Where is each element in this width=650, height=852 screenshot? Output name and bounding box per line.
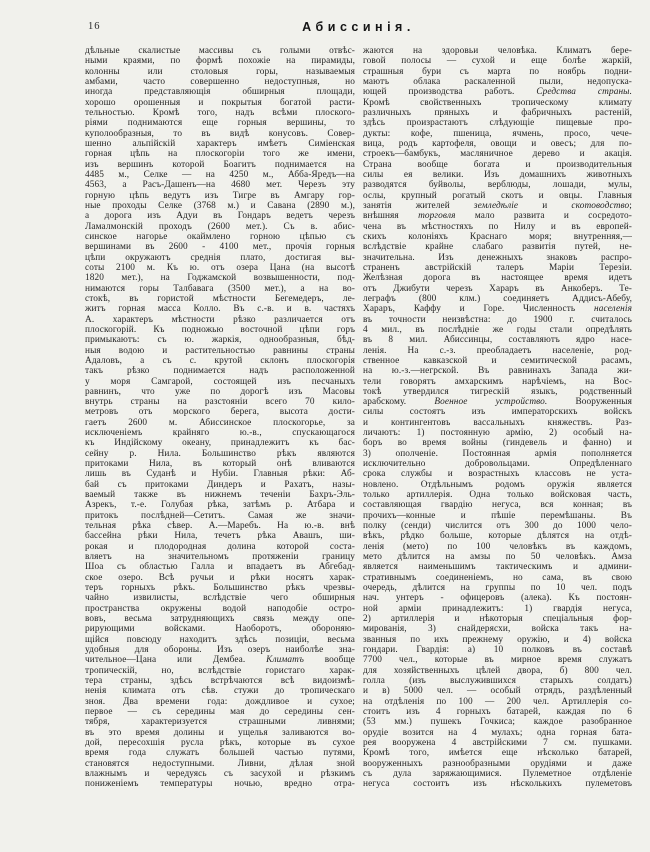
- text-line: [85, 655, 355, 665]
- text-line: прочихъ—конные и пѣшіе перемѣшаны. Въ: [363, 510, 632, 521]
- text-line: ственное кавказской и семитической расамъ,: [363, 355, 632, 366]
- text-line: 3) ополченіе. Постоянная армія пополняется: [363, 448, 632, 459]
- text-line: примыкаютъ: съ ю. жаркія, однообразныя, бѣд-: [85, 335, 355, 346]
- text-line: (53 мм.) пушекъ Гочкиса; каждое разобранное: [363, 717, 632, 728]
- text-line: къ Индійскому океану, принадлежитъ къ бас-: [85, 438, 355, 449]
- text-line: токѣ утвердился тигрескій языкъ, родственный: [363, 386, 632, 397]
- text-line: для хозяйственныхъ цѣлей двора, б) 800 чел.: [363, 665, 632, 676]
- text-line: дой, пересохшія русла рѣкъ, которые въ сухое: [85, 737, 355, 748]
- italic-term: населенія: [594, 304, 632, 315]
- text-line: Кромѣ того, имѣется еще нѣсколько батарей,: [363, 748, 632, 759]
- column-left: [85, 46, 355, 790]
- text-line: ной арміи принадлежитъ: 1) гвардія негуса,: [363, 603, 632, 614]
- text-line: личаютъ: 1) постоянную армію, 2) особый на-: [363, 428, 632, 439]
- text-line: леграфъ (800 клм.) соединяетъ Аддисъ-Абебу,: [363, 293, 632, 304]
- text-line: ныя водою и растительностью равнины страны: [85, 345, 355, 356]
- text-segment: занятія жителей: [363, 200, 474, 211]
- text-line: рокая и плодородная долина которой соста-: [85, 541, 355, 552]
- text-line: житъ горная масса Колло. Въ с.-в. и в. частяхъ: [85, 304, 355, 315]
- text-line: горная цѣпь на плоскогоріи того же имени,: [85, 149, 355, 160]
- article-body: [85, 46, 632, 790]
- text-line: мето дѣлится на амзы по 50 человѣкъ. Амза: [363, 552, 632, 563]
- text-line: шенно альпійскій характеръ имѣетъ Симіенская: [85, 138, 355, 149]
- text-line: ленія (мето) по 100 человѣкъ въ каждомъ,: [363, 541, 632, 552]
- text-line: Азрекъ, т.-е. Голубая рѣка, затѣмъ р. Атбара и: [85, 500, 355, 511]
- text-line: тября, характеризуется страшными ливнями;: [85, 717, 355, 728]
- text-segment: вообще: [303, 655, 355, 666]
- text-line: вляетъ на значительномъ протяженіи границу: [85, 552, 355, 563]
- text-line: у моря Самгарой, состоящей изъ песчаныхъ: [85, 376, 355, 387]
- text-line: въ это время долины и ущелья заливаются во-: [85, 727, 355, 738]
- text-line: бай съ притоками Диндеръ и Рахатъ, назы-: [85, 479, 355, 490]
- text-line: метровъ отъ морского берега, высота дости-: [85, 407, 355, 418]
- text-line: бассейна рѣки Нила, течетъ рѣка Авашъ, ши-: [85, 531, 355, 542]
- text-line: вооруженныхъ разнообразными орудіями и даже: [363, 758, 632, 769]
- text-line: притокъ послѣдней—Сетитъ. Самая же значи-: [85, 510, 355, 521]
- text-line: рея вооружена 4 австрійскими 7 см. пушками.: [363, 737, 632, 748]
- text-line: время года служатъ большей частью путями,: [85, 748, 355, 759]
- text-line: первое — съ середины мая до середины сен-: [85, 707, 355, 717]
- text-line: вица, родъ картофеля, овощи и овесъ; для по-: [363, 138, 632, 149]
- text-line: притоками Нила, въ который онѣ вливаются: [85, 459, 355, 470]
- text-line: голла (изъ выслужившихся старыхъ солдатъ): [363, 676, 632, 687]
- text-line: становятся недоступными. Ливни, дѣлая зной: [85, 758, 355, 769]
- text-line: составляющая гвардію негуса, вся конная; въ: [363, 500, 632, 511]
- page-header: [85, 20, 632, 34]
- text-segment: ющей производства работъ.: [363, 87, 537, 98]
- text-line: стративнымъ соединеніемъ, но сама, въ свою: [363, 572, 632, 583]
- text-line: плоскогорій. Къ подножью восточной цѣпи горъ: [85, 324, 355, 335]
- text-line: [363, 201, 632, 211]
- text-line: Страна вообще богата и производительныя: [363, 159, 632, 170]
- text-line: стоитъ изъ 4 горныхъ батарей, каждая по 6: [363, 707, 632, 717]
- page-title: Абиссинія.: [302, 20, 415, 34]
- text-segment: и: [518, 200, 572, 211]
- text-line: ленія. На с.-з. преобладаетъ населеніе, род-: [363, 345, 632, 356]
- text-line: стокѣ, въ гористой мѣстности Бегемедеръ, ле-: [85, 293, 355, 304]
- text-line: строекъ—бамбукъ, масляничное дерево и акація.: [363, 149, 632, 160]
- text-line: вовъ, весьма затрудняющихъ связь между опе-: [85, 614, 355, 625]
- text-line: такъ рѣзко поднимается надъ расположенной: [85, 366, 355, 377]
- italic-term: торговля: [418, 211, 456, 222]
- text-line: вершинами въ 2600 - 4100 мет., прочія горныя: [85, 242, 355, 253]
- text-segment: мало развита и сосредото-: [455, 211, 632, 222]
- text-line: амбами, часто совершенно недоступныя, но: [85, 76, 355, 87]
- text-line: въ точности неизвѣстна: до 1900 г. считалось: [363, 314, 632, 325]
- text-line: синское нагорье окаймлено горною цѣпью съ: [85, 231, 355, 242]
- text-line: на отдѣленія по 100 — 200 чел. Артиллерія со-: [363, 696, 632, 707]
- text-line: нач. унтеръ - офицеровъ (алека). Къ постоян-: [363, 593, 632, 604]
- text-line: Ламалмонскій проходъ (2600 мет.). Съ в. абис-: [85, 221, 355, 232]
- text-line: значительна. Изъ денежныхъ знаковъ распро-: [363, 252, 632, 263]
- text-line: [363, 87, 632, 97]
- text-line: тера страны, здѣсь встрѣчаются всѣ видоизмѣ-: [85, 676, 355, 687]
- text-line: исключеніемъ крайняго ю.-в., спускающагося: [85, 428, 355, 439]
- text-line: 4 мил., въ послѣдніе же годы стали опредѣлять: [363, 324, 632, 335]
- text-line: щійся повсюду находитъ здѣсь позиціи, весьма: [85, 634, 355, 645]
- text-line: и контингентовъ вассальныхъ княжествъ. Раз-: [363, 417, 632, 428]
- text-line: Кромѣ свойственныхъ тропическому климату: [363, 97, 632, 108]
- text-line: званныя по ихъ прежнему оружію, и 4) войска: [363, 634, 632, 645]
- text-line: гаетъ 2600 м. Абиссинское плоскогорье, за: [85, 417, 355, 428]
- text-line: тельная рѣка сѣвер. А.—Маребъ. На ю.-в. внѣ: [85, 521, 355, 532]
- text-line: лишь въ Суданѣ и Нубіи. Главныя рѣки: Аб-: [85, 469, 355, 480]
- text-line: страшныя бури съ марта по ноябрь подни-: [363, 66, 632, 77]
- text-line: Адаловъ, а съ с. крутой склонъ плоскогорія: [85, 355, 355, 366]
- text-line: очередь, дѣлится на группы по 10 чел. подъ: [363, 583, 632, 594]
- text-line: 2) артиллерія и нѣкоторыя спеціальныя фор-: [363, 614, 632, 625]
- text-line: хорошо орошенныя и покрытыя богатой расти-: [85, 97, 355, 108]
- text-line: ское озеро. Всѣ ручьи и рѣки носятъ харак-: [85, 572, 355, 583]
- text-line: тели говорятъ амхарскимъ нарѣчіемъ, на Вос-: [363, 376, 632, 387]
- text-line: 1820 мет.), на Годжамской возвышенности, под-: [85, 273, 355, 284]
- text-line: съ дула заряжающимися. Пулеметное отдѣленіе: [363, 768, 632, 779]
- text-line: маютъ облака раскаленной пыли, недопуска-: [363, 76, 632, 87]
- text-line: ные проходы Селке (3768 м.) и Савана (2890 м.),: [85, 200, 355, 211]
- text-line: гондари. Гвардія: а) 10 полковъ въ составѣ: [363, 645, 632, 656]
- text-line: соты 2100 м. Къ ю. отъ озера Цана (на высотѣ: [85, 262, 355, 273]
- text-line: новлено. Отдѣльнымъ родомъ оружія является: [363, 479, 632, 490]
- text-line: а дорога изъ Адуи въ Гондаръ ведетъ черезъ: [85, 211, 355, 222]
- text-line: [363, 397, 632, 407]
- text-line: Желѣзная дорога въ настоящее время идетъ: [363, 273, 632, 284]
- text-line: влажнымъ и чередуясь съ засухой и рѣзкимъ: [85, 768, 355, 779]
- text-line: на ю.-з.—негрской. Въ равнинахъ Запада жи-: [363, 366, 632, 377]
- column-right: [363, 46, 632, 790]
- text-line: сейну р. Нила. Большинство рѣкъ являются: [85, 448, 355, 459]
- text-line: внутрь страны на разстояніи всего 70 кило-: [85, 397, 355, 408]
- text-segment: ;: [629, 200, 632, 211]
- text-line: ными краями, по формѣ похожіе на пирамиды,: [85, 56, 355, 67]
- text-line: ріями поднимаются еще горныя вершины, то: [85, 118, 355, 129]
- text-line: зноя. Два времени года: дождливое и сухое;: [85, 696, 355, 707]
- text-line: страненъ австрійскій талеръ Маріи Терезіи.: [363, 262, 632, 273]
- text-line: колонны или столовыя горы, называемыя: [85, 66, 355, 77]
- text-segment: внѣшняя: [363, 211, 419, 222]
- italic-term: Средства страны.: [536, 87, 632, 98]
- text-line: Шоа съ областью Галла и впадаетъ въ Абгебад-: [85, 562, 355, 573]
- text-line: отъ Джибути черезъ Хараръ въ Анкоберъ. Те-: [363, 283, 632, 294]
- text-line: полку (сенди) числится отъ 300 до 1000 чело-: [363, 521, 632, 532]
- page-number: 16: [88, 21, 101, 32]
- text-line: иногда представляющія обширныя площади,: [85, 87, 355, 98]
- text-line: нимаются горы Талбавага (3500 мет.), а на во-: [85, 283, 355, 294]
- text-line: пониженіемъ температуры ночью, вредно отра-: [85, 779, 355, 790]
- text-line: жаются на здоровьи человѣка. Климатъ бере-: [363, 46, 632, 56]
- text-line: мированія, 3) снайдерясхи, войска такъ на-: [363, 624, 632, 635]
- text-line: горную цѣпь ведутъ изъ Тигре въ Амгару гор-: [85, 190, 355, 201]
- text-line: А. характеръ мѣстности рѣзко различается отъ: [85, 314, 355, 325]
- italic-term: Военное устройство.: [434, 397, 548, 408]
- text-line: силы ея велики. Изъ домашнихъ животныхъ: [363, 169, 632, 180]
- text-line: чена въ мѣстностяхъ по Нилу и въ европей-: [363, 221, 632, 232]
- text-line: ваемый также въ нижнемъ теченіи Бахръ-Эль-: [85, 490, 355, 501]
- italic-term: земледѣліе: [473, 200, 519, 211]
- text-line: скихъ колоніяхъ Краснаго моря; внутренняя,—: [363, 231, 632, 242]
- text-line: силы состоятъ изъ императорскихъ войскъ: [363, 407, 632, 418]
- text-line: срока службы и возрастныхъ классовъ не уста-: [363, 469, 632, 480]
- text-line: пространства окружены водой наподобіе остро-: [85, 603, 355, 614]
- text-line: рирующими войсками. Наоборотъ, обороняю-: [85, 624, 355, 635]
- text-line: 4563, а Расъ-Дашенъ—на 4680 мет. Черезъ эту: [85, 180, 355, 191]
- text-line: тельностью. Кромѣ того, надъ всѣми плоского-: [85, 107, 355, 118]
- text-line: различныхъ пряныхъ и фабричныхъ растеній,: [363, 107, 632, 118]
- text-line: [363, 211, 632, 221]
- text-line: орудіе возится на 4 мулахъ; одна горная бата-: [363, 727, 632, 738]
- text-line: дукты: кофе, пшеница, ячмень, просо, чече-: [363, 128, 632, 139]
- text-line: куполообразныя, то въ видѣ конусовъ. Совер-: [85, 128, 355, 139]
- text-line: здѣсь произрастаютъ слѣдующіе пищевые про-: [363, 118, 632, 129]
- text-segment: Вооруженныя: [547, 397, 632, 408]
- text-segment: Хараръ, Каффу и Горе. Численность: [363, 304, 594, 315]
- italic-term: Климатъ: [266, 655, 304, 666]
- text-line: [363, 304, 632, 314]
- text-line: удобныя для обороны. Изъ озеръ наиболѣе зна-: [85, 645, 355, 656]
- text-line: ненія климата отъ сѣв. стужи до тропическаго: [85, 686, 355, 697]
- text-line: и в) 5000 чел. — особый отрядъ, раздѣленный: [363, 686, 632, 697]
- text-line: только артиллерія. Одна только войсковая часть,: [363, 490, 632, 501]
- text-line: вслѣдствіе крайне слабаго развитія путей, не-: [363, 242, 632, 253]
- text-line: ослы, крупный рогатый скотъ и овцы. Главныя: [363, 190, 632, 201]
- text-line: негуса состоитъ изъ нѣсколькихъ пулеметовъ: [363, 779, 632, 790]
- text-segment: чительное—Цана или Дембеа.: [85, 655, 267, 666]
- italic-term: скотоводство: [571, 200, 630, 211]
- text-line: цѣпи окружаютъ среднія плато, достигая вы-: [85, 252, 355, 263]
- text-line: исключительно добровольцами. Опредѣленнаго: [363, 459, 632, 470]
- text-line: 7700 чел., которые въ мирное время служатъ: [363, 655, 632, 666]
- text-line: въ 8 мил. Абиссинцы, составляютъ ядро насе-: [363, 335, 632, 346]
- text-line: вѣкъ, рѣдко больше, которые дѣлятся на отдѣ-: [363, 531, 632, 542]
- text-line: изъ вершинъ которой Боагитъ поднимается на: [85, 159, 355, 170]
- text-line: боръ во время войны (гиндевель и фанно) и: [363, 438, 632, 449]
- text-line: дѣльные скалистые массивы съ голыми отвѣс-: [85, 46, 355, 56]
- text-line: чайно извилисты, вслѣдствіе чего обширныя: [85, 593, 355, 604]
- text-line: разводятся буйволы, верблюды, лошади, мулы,: [363, 180, 632, 191]
- text-line: теръ горныхъ рѣкъ. Большинство рѣкъ чрезвы-: [85, 583, 355, 594]
- text-line: является наименьшимъ тактическимъ и админи-: [363, 562, 632, 573]
- text-segment: арабскому.: [363, 397, 435, 408]
- text-line: тропическій, но, вслѣдствіе гористаго харак-: [85, 665, 355, 676]
- text-line: говой полосы — сухой и еще болѣе жаркій,: [363, 56, 632, 67]
- text-line: 4485 м., Селке — на 4250 м., Абба-Яредъ—на: [85, 169, 355, 180]
- text-line: равнинъ, что уже по дорогѣ изъ Масовы: [85, 386, 355, 397]
